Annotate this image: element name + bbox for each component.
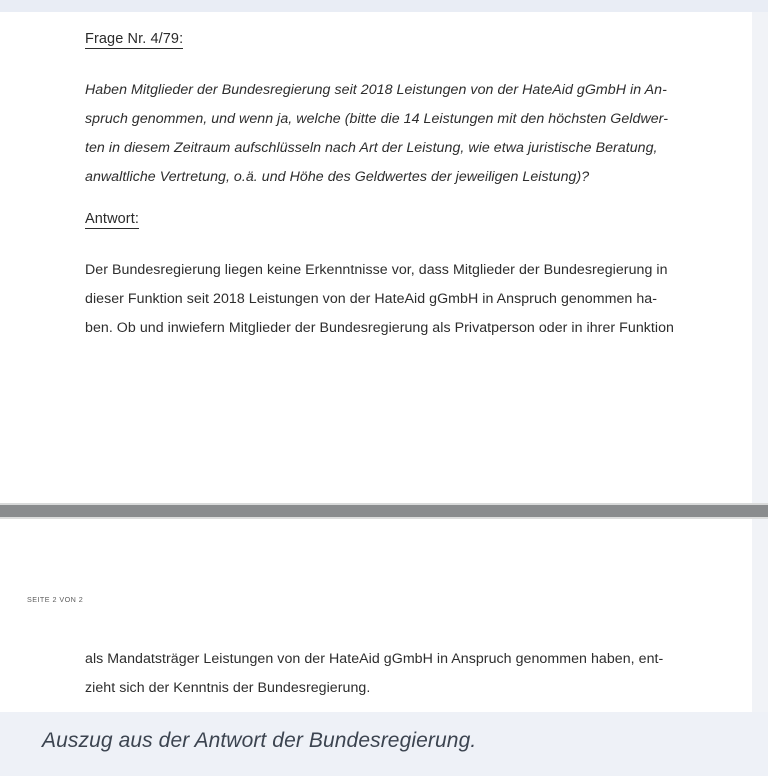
- answer-text: [85, 256, 703, 343]
- question-line: ten in diesem Zeitraum aufschlüsseln nach Art der Leistung, wie etwa juristische Beratung,: [85, 140, 658, 156]
- answer-heading-block: [85, 210, 703, 229]
- answer-paragraph: [85, 256, 703, 343]
- answer-heading: Antwort:: [85, 211, 139, 227]
- continuation-line: zieht sich der Kenntnis der Bundesregierung.: [85, 680, 371, 696]
- continuation-line: als Mandatsträger Leistungen von der HateAid gGmbH in Anspruch genommen haben, ent-: [85, 651, 664, 667]
- question-text: [85, 76, 703, 192]
- scanned-document-page-one: [0, 12, 752, 503]
- question-line: anwaltliche Vertretung, o.ä. und Höhe des Geldwertes der jeweiligen Leistung)?: [85, 169, 590, 185]
- question-line: spruch genommen, und wenn ja, welche (bitte die 14 Leistungen mit den höchsten Geldwer-: [85, 111, 668, 127]
- question-heading: Frage Nr. 4/79:: [85, 31, 184, 47]
- scanned-document-page-two: [0, 519, 752, 712]
- answer-line: Der Bundesregierung liegen keine Erkenntnisse vor, dass Mitglieder der Bundesregierung in: [85, 262, 668, 278]
- right-edge-gutter: [752, 12, 768, 712]
- top-edge-strip: [0, 0, 768, 12]
- answer-line: dieser Funktion seit 2018 Leistungen von der HateAid gGmbH in Anspruch genommen ha-: [85, 291, 657, 307]
- continuation-text: [85, 645, 703, 703]
- question-line: Haben Mitglieder der Bundesregierung seit 2018 Leistungen von der HateAid gGmbH in An-: [85, 82, 667, 98]
- image-caption-text: Auszug aus der Antwort der Bundesregierung.: [42, 729, 477, 752]
- question-paragraph: [85, 76, 703, 192]
- answer-line: ben. Ob und inwiefern Mitglieder der Bundesregierung als Privatperson oder in ihrer Funktion: [85, 320, 674, 336]
- page-number-marker: SEITE 2 VON 2: [27, 595, 84, 604]
- image-caption-bar: [0, 712, 768, 776]
- question-block: [85, 30, 703, 49]
- page-break-separator: [0, 503, 768, 519]
- continuation-paragraph: [85, 645, 703, 703]
